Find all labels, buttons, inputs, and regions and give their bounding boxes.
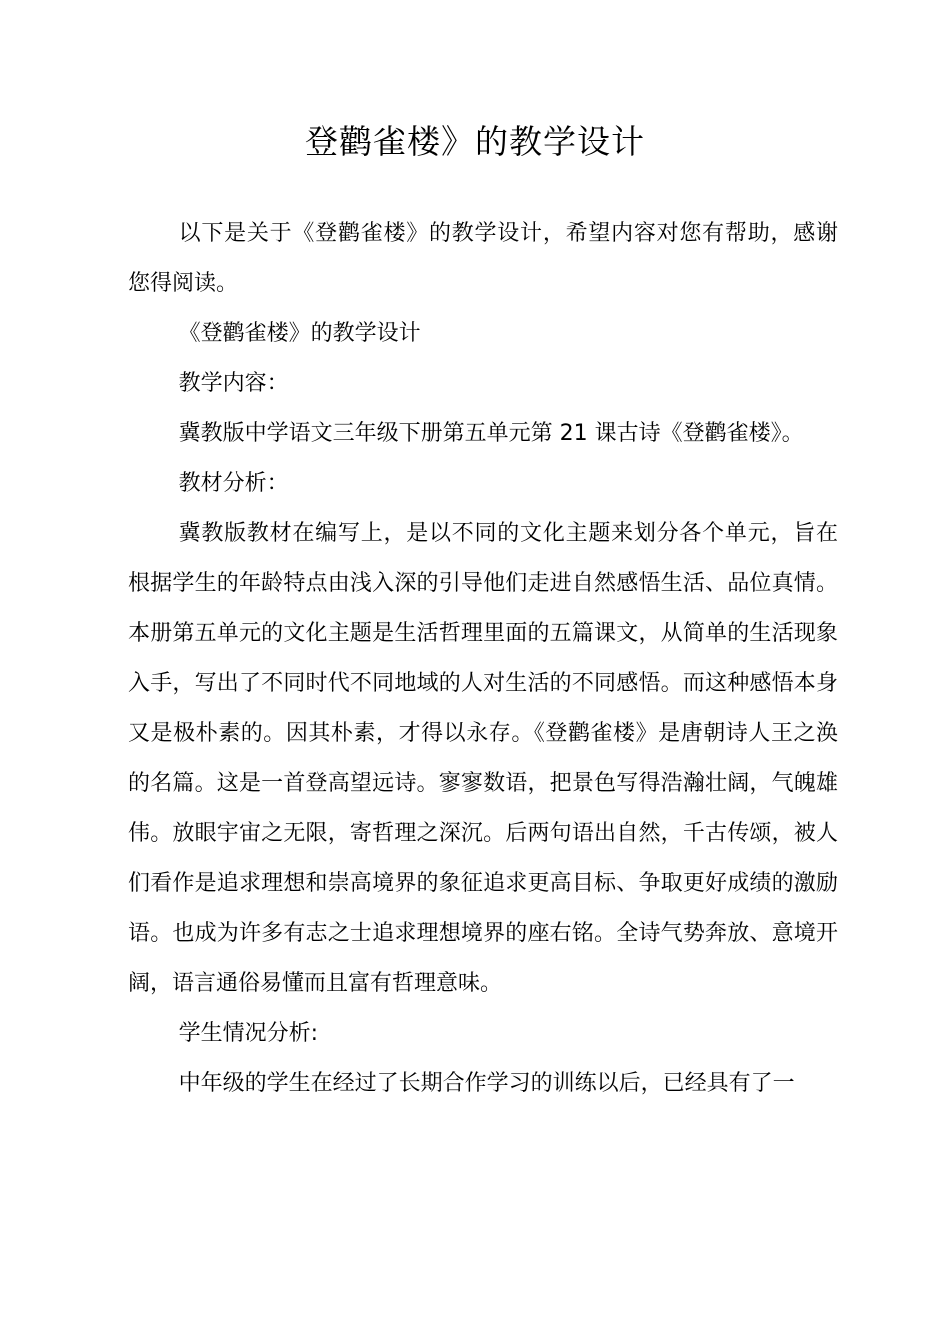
intro-paragraph: 以下是关于《登鹳雀楼》的教学设计，希望内容对您有帮助，感谢您得阅读。 xyxy=(128,221,838,296)
document-title: 登鹳雀楼》的教学设计 xyxy=(305,122,645,161)
student-analysis-paragraph: 中年级的学生在经过了长期合作学习的训练以后，已经具有了一 xyxy=(178,1071,795,1096)
textbook-analysis-paragraph: 冀教版教材在编写上，是以不同的文化主题来划分各个单元，旨在根据学生的年龄特点由浅入深的引导他们走进自然感悟生活、品位真情。本册第五单元的文化主题是生活哲理里面的五篇课文，从简单的生活现象入手，写出了不同时代不同地域的人对生活的不同感悟。而这种感悟本身又是极朴素的。因其朴素，才得以永存。《登鹳雀楼》是唐朝诗人王之涣的名篇。这是一首登高望远诗。寥寥数语，把景色写得浩瀚壮阔，气魄雄伟。放眼宇宙之无限，寄哲理之深沉。后两句语出自然，千古传颂，被人们看作是追求理想和崇高境界的象征追求更高目标、争取更好成绩的激励语。也成为许多有志之士追求理想境界的座右铭。全诗气势奔放、意境开阔，语言通俗易懂而且富有哲理意味。 xyxy=(128,521,838,996)
section-heading-textbook-analysis: 教材分析： xyxy=(178,471,289,496)
section-heading-teaching-content: 教学内容： xyxy=(178,371,289,396)
subtitle-paragraph: 《登鹳雀楼》的教学设计 xyxy=(178,321,421,346)
section-heading-student-analysis: 学生情况分析: xyxy=(178,1021,319,1046)
document-body xyxy=(128,209,838,1109)
teaching-content-paragraph: 冀教版中学语文三年级下册第五单元第 21 课古诗《登鹳雀楼》。 xyxy=(178,421,804,446)
